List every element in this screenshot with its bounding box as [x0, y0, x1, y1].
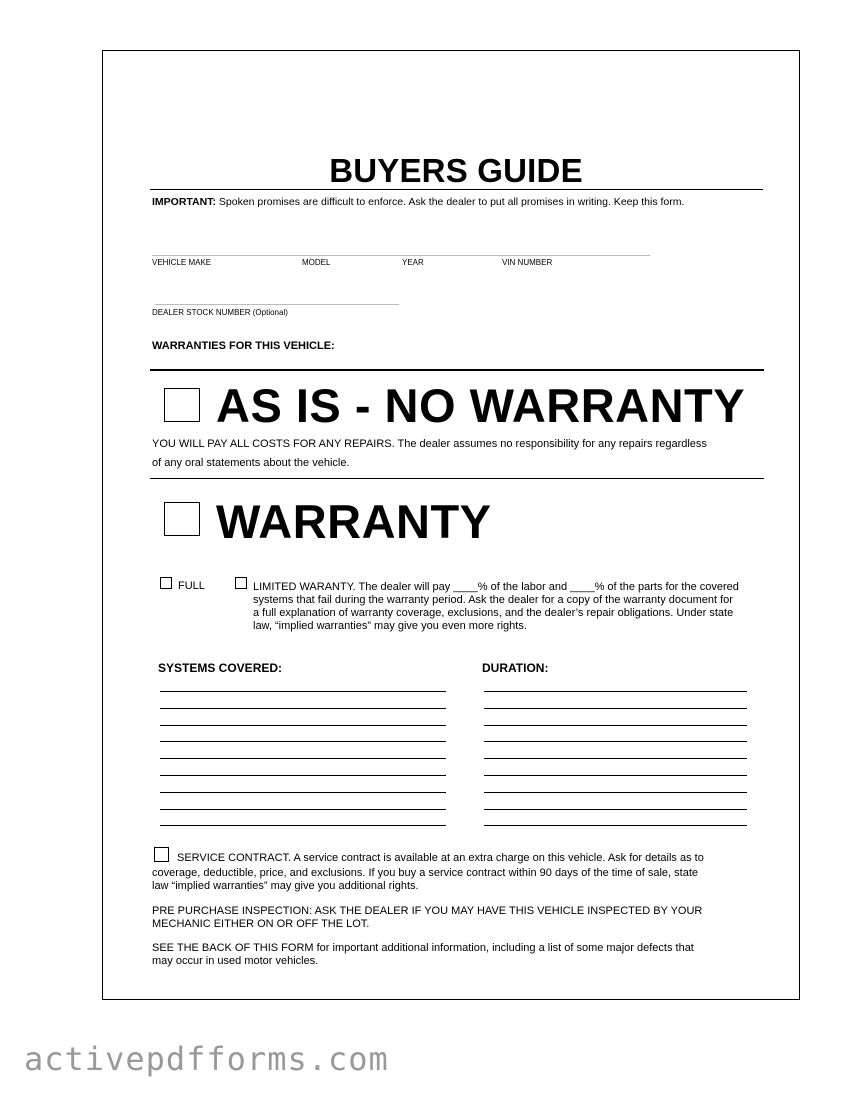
duration-line[interactable] [484, 809, 747, 810]
important-notice [152, 196, 684, 208]
dealer-stock-line[interactable] [155, 304, 399, 305]
service-contract-checkbox[interactable] [154, 847, 169, 862]
limited-warranty-line-2: systems that fail during the warranty period. Ask the dealer for a copy of the warranty document for [253, 594, 733, 606]
dealer-stock-label: DEALER STOCK NUMBER (Optional) [152, 308, 288, 317]
limited-warranty-line-1: LIMITED WARANTY. The dealer will pay ____% of the labor and ____% of the parts for the covered [253, 581, 739, 593]
systems-covered-line[interactable] [160, 775, 446, 776]
service-contract-line-3: law “implied warranties” may give you additional rights. [152, 880, 419, 892]
systems-covered-line[interactable] [160, 725, 446, 726]
systems-covered-line[interactable] [160, 758, 446, 759]
systems-covered-line[interactable] [160, 691, 446, 692]
vehicle-make-label: VEHICLE MAKE [152, 258, 212, 267]
systems-covered-line[interactable] [160, 792, 446, 793]
as-is-checkbox[interactable] [164, 388, 200, 422]
systems-covered-line[interactable] [160, 741, 446, 742]
duration-heading: DURATION: [482, 661, 549, 675]
see-back-line-1: SEE THE BACK OF THIS FORM for important additional information, including a list of some major defects that [152, 942, 694, 954]
important-label: IMPORTANT: [152, 196, 216, 208]
as-is-rule [150, 478, 764, 479]
duration-line[interactable] [484, 758, 747, 759]
duration-line[interactable] [484, 825, 747, 826]
as-is-text-1: YOU WILL PAY ALL COSTS FOR ANY REPAIRS. The dealer assumes no responsibility for any repairs regardless [152, 438, 707, 450]
pre-purchase-line-2: MECHANIC EITHER ON OR OFF THE LOT. [152, 918, 370, 930]
important-text: Spoken promises are difficult to enforce. Ask the dealer to put all promises in writing. Keep this form. [218, 196, 685, 208]
duration-line[interactable] [484, 792, 747, 793]
warranty-heading: WARRANTY [216, 495, 492, 548]
duration-line[interactable] [484, 691, 747, 692]
duration-line[interactable] [484, 708, 747, 709]
systems-covered-line[interactable] [160, 825, 446, 826]
as-is-heading: AS IS - NO WARRANTY [216, 379, 746, 432]
full-warranty-label: FULL [178, 580, 205, 592]
systems-covered-heading: SYSTEMS COVERED: [158, 661, 283, 675]
vehicle-info-line[interactable] [152, 255, 650, 256]
pre-purchase-inspection [152, 905, 702, 931]
watermark: activepdfforms.com [24, 1040, 389, 1078]
duration-line[interactable] [484, 741, 747, 742]
vin-number-label: VIN NUMBER [502, 258, 553, 267]
systems-covered-line[interactable] [160, 809, 446, 810]
limited-warranty-line-3: a full explanation of warranty coverage, exclusions, and the dealer’s repair obligations. Under state [253, 607, 734, 619]
service-contract-line-2: coverage, deductible, price, and exclusions. If you buy a service contract within 90 days of the time of sale, state [152, 867, 699, 879]
warranties-heading: WARRANTIES FOR THIS VEHICLE: [152, 340, 335, 352]
year-label: YEAR [402, 258, 424, 267]
as-is-text-2: of any oral statements about the vehicle. [152, 457, 350, 469]
full-warranty-checkbox[interactable] [160, 577, 172, 589]
systems-covered-line[interactable] [160, 708, 446, 709]
see-back-line-2: may occur in used motor vehicles. [152, 955, 319, 967]
duration-line[interactable] [484, 725, 747, 726]
limited-warranty-line-4: law, “implied warranties” may give you even more rights. [253, 620, 527, 632]
title-rule [150, 189, 763, 190]
page-title: BUYERS GUIDE [329, 152, 583, 189]
model-label: MODEL [302, 258, 331, 267]
limited-warranty-text [253, 581, 739, 633]
service-contract-line-1: SERVICE CONTRACT. A service contract is available at an extra charge on this vehicle. Ask for details as to [177, 852, 704, 864]
limited-warranty-checkbox[interactable] [235, 577, 247, 589]
pre-purchase-line-1: PRE PURCHASE INSPECTION: ASK THE DEALER IF YOU MAY HAVE THIS VEHICLE INSPECTED BY YOUR [152, 905, 703, 917]
see-back-notice [152, 942, 694, 968]
warranties-rule [150, 369, 764, 371]
duration-line[interactable] [484, 775, 747, 776]
warranty-checkbox[interactable] [164, 502, 200, 536]
